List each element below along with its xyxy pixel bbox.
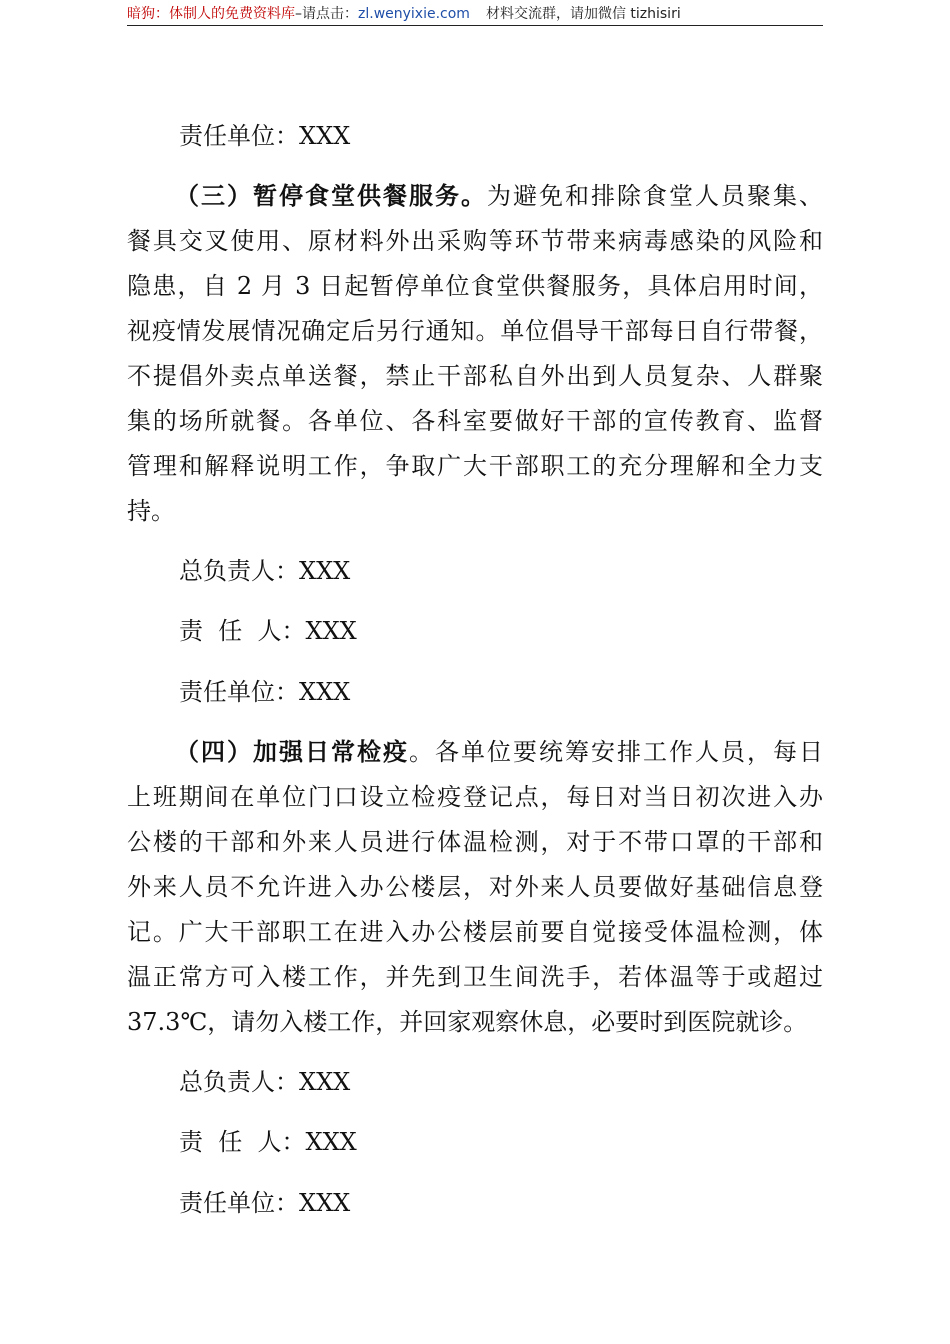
header-group-note: 材料交流群，请加微信 tizhisiri: [485, 6, 681, 22]
section4-line-5: 记。广大干部职工在进入办公楼层前要自觉接受体温检测，体: [127, 918, 823, 946]
section3-line-8: 持。: [127, 497, 175, 525]
section4-line-2: 上班期间在单位门口设立检疫登记点，每日对当日初次进入办: [127, 783, 823, 811]
section3-heading: （三）暂停食堂供餐服务。: [175, 181, 487, 210]
section3-line-7: 管理和解释说明工作，争取广大干部职工的充分理解和全力支: [127, 452, 823, 480]
section3-chief: 总负责人：XXX: [179, 557, 351, 585]
section4-unit: 责任单位：XXX: [179, 1189, 351, 1217]
section3-line-6: 集的场所就餐。各单位、各科室要做好干部的宣传教育、监督: [127, 407, 823, 435]
header-site-name: 暗狗：体制人的免费资料库: [127, 6, 295, 22]
top-responsible-unit: 责任单位：XXX: [179, 122, 351, 150]
section3-line-1: [127, 181, 823, 211]
section3-line-3: 隐患，自 2 月 3 日起暂停单位食堂供餐服务，具体启用时间，: [127, 272, 823, 300]
section4-person: 责 任 人：XXX: [179, 1128, 357, 1156]
section4-chief: 总负责人：XXX: [179, 1068, 351, 1096]
page-header: [127, 5, 823, 23]
section3-line-5: 不提倡外卖点单送餐，禁止干部私自外出到人员复杂、人群聚: [127, 362, 823, 390]
section4-line-1: [127, 737, 823, 767]
section4-line-4: 外来人员不允许进入办公楼层，对外来人员要做好基础信息登: [127, 873, 823, 901]
section3-person: 责 任 人：XXX: [179, 617, 357, 645]
section3-text-1: 为避免和排除食堂人员聚集、: [487, 182, 823, 210]
section4-line-7: 37.3℃，请勿入楼工作，并回家观察休息，必要时到医院就诊。: [127, 1008, 808, 1036]
section4-line-3: 公楼的干部和外来人员进行体温检测，对于不带口罩的干部和: [127, 828, 823, 856]
header-visit-prefix: –请点击：: [295, 6, 358, 22]
section3-unit: 责任单位：XXX: [179, 678, 351, 706]
section4-heading: （四）加强日常检疫: [175, 737, 409, 766]
header-url-link[interactable]: zl.wenyixie.com: [358, 6, 470, 22]
section4-text-1: 。各单位要统筹安排工作人员，每日: [409, 738, 823, 766]
section4-line-6: 温正常方可入楼工作，并先到卫生间洗手，若体温等于或超过: [127, 963, 823, 991]
section3-line-2: 餐具交叉使用、原材料外出采购等环节带来病毒感染的风险和: [127, 227, 823, 255]
header-divider: [127, 25, 823, 26]
section3-line-4: 视疫情发展情况确定后另行通知。单位倡导干部每日自行带餐，: [127, 317, 823, 345]
